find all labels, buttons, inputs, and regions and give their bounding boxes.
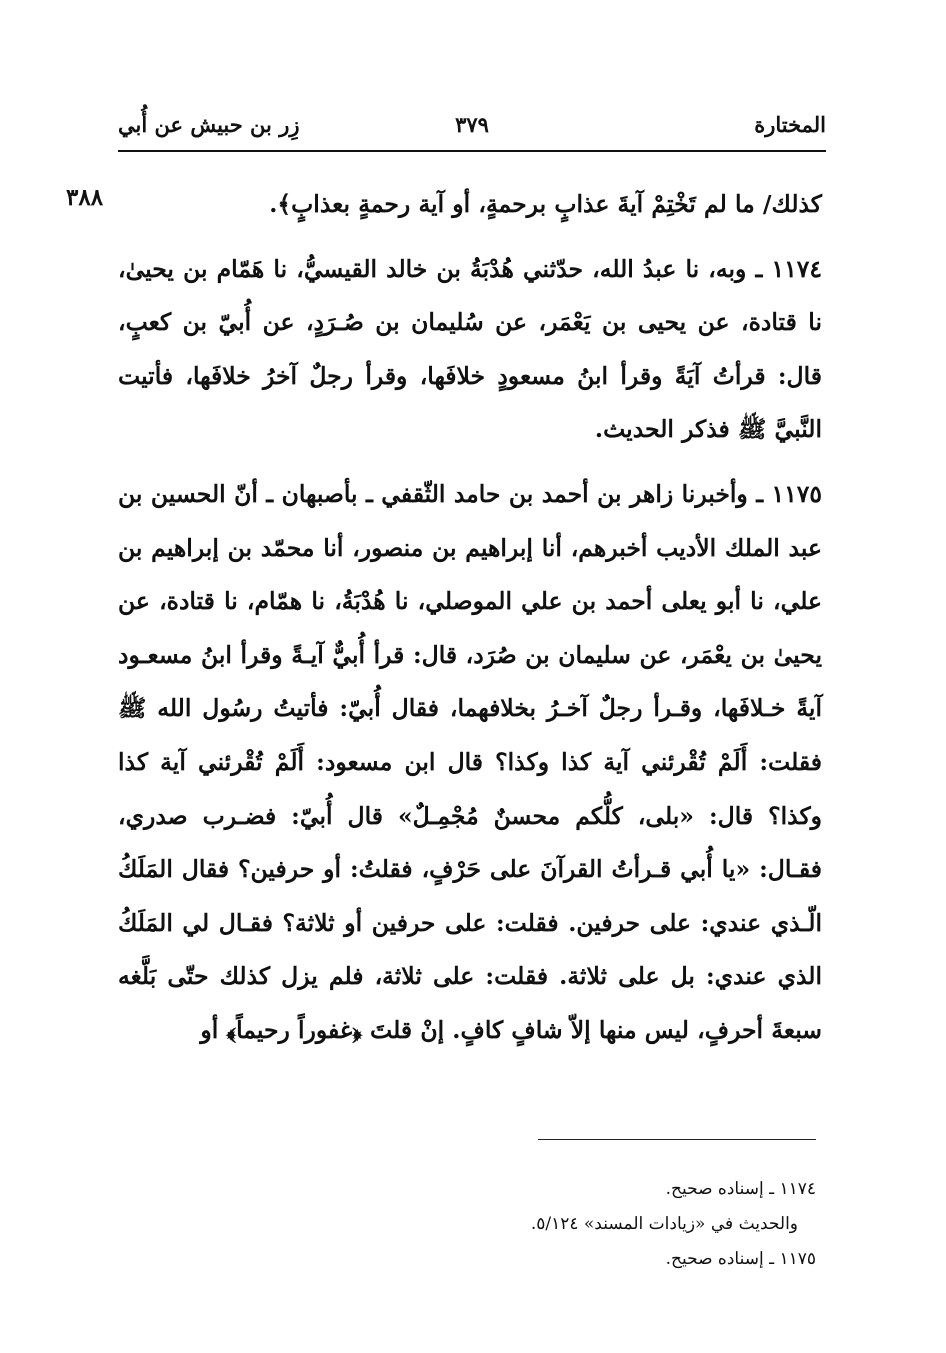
- paragraph-hadith-1174: ١١٧٤ ـ وبه، نا عبدُ الله، حدّثني هُدْبَةُ بن خالد القيسيُّ، نا هَمّام بن يحيىٰ، نا قتادة، عن يحيى بن يَعْمَر، عن سُليمان بن صُـرَدٍ، عن أُبيّ بن كعبٍ، قال: قرأتُ آيَةً وقرأ ابنُ مسعودٍ خلافَها، وقرأ رجلٌ آخرُ خلافَها، فأتيت النَّبيَّ ﷺ فذكر الحديث.: [118, 254, 822, 444]
- footnote-1174: ١١٧٤ ـ إسناده صحيح.: [665, 1179, 816, 1199]
- paragraph-hadith-1175: ١١٧٥ ـ وأخبرنا زاهر بن أحمد بن حامد الثّقفي ـ بأصبهان ـ أنّ الحسين بن عبد الملك الأديب أخبرهم، أنا إبراهيم بن منصور، أنا محمّد بن إبراهيم بن علي، نا أبو يعلى أحمد بن علي الموصلي، نا هُدْبَةُ، نا همّام، نا قتادة، عن يحيىٰ بن يعْمَر، عن سليمان بن صُرَد، قال: قرأ أُبيٌّ آيـةً وقرأ ابنُ مسعـود آيةً خـلافَها، وقـرأ رجلٌ آخـرُ بخلافهما، فقال أُبيّ: فأتيتُ رسُول الله ﷺ فقلت: أَلَمْ تُقْرئني آية كذا وكذا؟ قال ابن مسعود: أَلَمْ تُقْرئني آية كذا وكذا؟ قال: «بلى، كلُّكم محسنٌ مُجْمِـلٌ» قال أُبيّ: فضـرب صدري، فقـال: «يا أُبي قـرأتُ القرآنَ على حَرْفٍ، فقلتُ: أو حرفين؟ فقال المَلَكُ الّـذي عندي: على حرفين. فقلت: على حرفين أو ثلاثة؟ فقـال لي المَلَكُ الذي عندي: بل على ثلاثة. فقلت: على ثلاثة، فلم يزل كذلك حتّى بَلَّغه سبعةَ أحرفٍ، ليس منها إلاّ شافٍ كافٍ. إنْ قلتَ ﴿غفوراً رحيماً﴾ أو: [118, 479, 822, 1044]
- paragraph-continuation: كذلك/ ما لم تَخْتِمْ آيةَ عذابٍ برحمةٍ، أو آية رحمةٍ بعذابٍ﴾.: [269, 190, 822, 218]
- book-title: المختارة: [754, 112, 826, 137]
- main-text: [118, 178, 822, 1058]
- footnotes: [300, 1172, 816, 1277]
- footnote-1175: ١١٧٥ ـ إسناده صحيح.: [665, 1249, 816, 1269]
- margin-page-reference: ٣٨٨: [66, 184, 104, 211]
- footnote-1174-source: والحديث في «زيادات المسند» ٥/١٢٤.: [530, 1214, 798, 1234]
- running-header: [118, 104, 826, 150]
- footnote-divider: [538, 1139, 816, 1140]
- header-divider: [118, 150, 826, 152]
- chapter-title: زِر بن حبيش عن أُبي: [118, 112, 300, 137]
- page-number: ٣٧٩: [455, 112, 489, 137]
